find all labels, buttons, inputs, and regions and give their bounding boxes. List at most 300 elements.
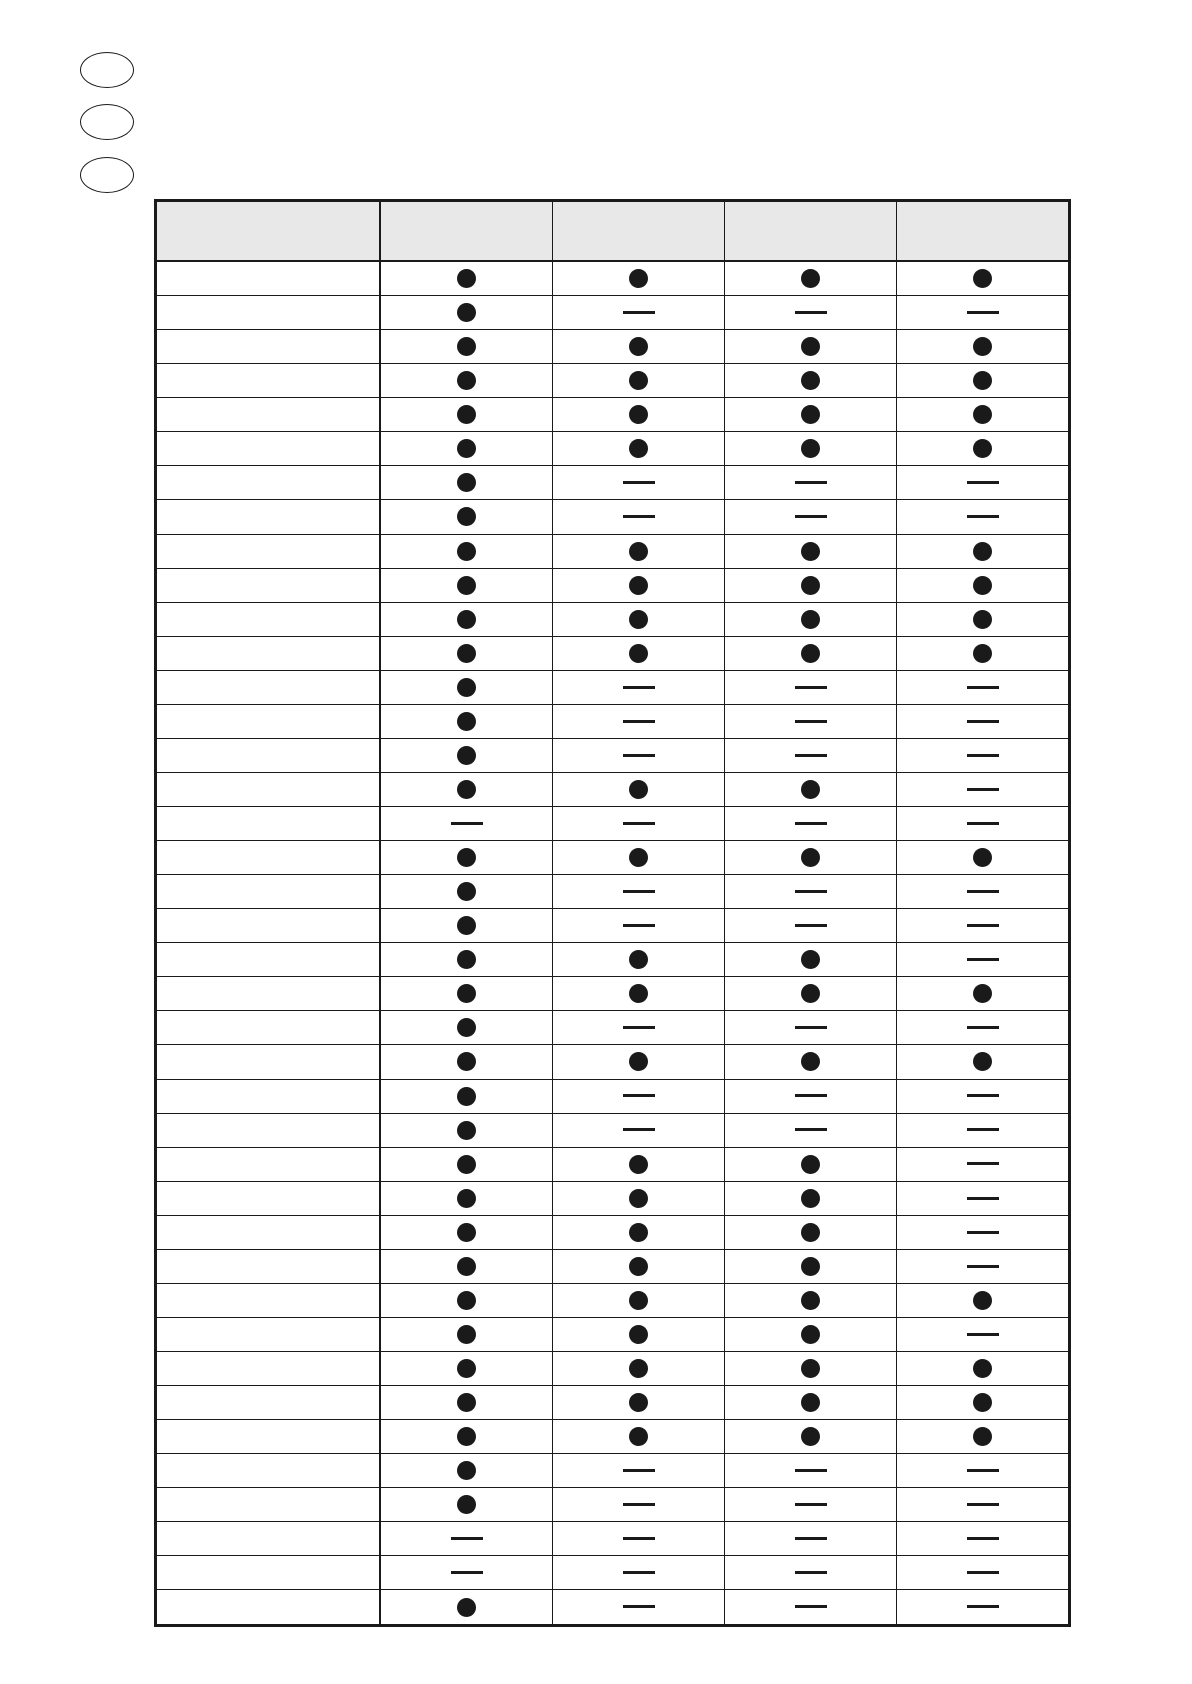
- table-cell: [380, 1317, 553, 1351]
- table-cell: [380, 1590, 553, 1626]
- table-cell: [380, 398, 553, 432]
- filled-dot-icon: [801, 1427, 820, 1446]
- dash-icon: [623, 1469, 655, 1472]
- table-cell: [725, 1420, 897, 1454]
- table-cell: [725, 875, 897, 909]
- table-cell: [553, 1556, 725, 1590]
- table-cell: [553, 602, 725, 636]
- table-cell: [380, 1556, 553, 1590]
- filled-dot-icon: [801, 405, 820, 424]
- dash-icon: [967, 686, 999, 689]
- filled-dot-icon: [457, 1189, 476, 1208]
- table-cell: [380, 772, 553, 806]
- table-cell: [553, 398, 725, 432]
- dash-icon: [795, 1469, 827, 1472]
- filled-dot-icon: [973, 542, 992, 561]
- table-cell: [725, 398, 897, 432]
- dash-icon: [623, 1605, 655, 1608]
- dash-icon: [623, 481, 655, 484]
- table-cell: [380, 738, 553, 772]
- table-cell: [380, 1488, 553, 1522]
- table-row: [156, 364, 1070, 398]
- filled-dot-icon: [629, 1257, 648, 1276]
- dash-icon: [623, 720, 655, 723]
- table-cell: [553, 1522, 725, 1556]
- filled-dot-icon: [629, 950, 648, 969]
- filled-dot-icon: [801, 576, 820, 595]
- dash-icon: [795, 924, 827, 927]
- filled-dot-icon: [973, 1052, 992, 1071]
- table-cell: [725, 1045, 897, 1079]
- filled-dot-icon: [801, 1223, 820, 1242]
- dash-icon: [967, 1605, 999, 1608]
- table-row: [156, 1454, 1070, 1488]
- dash-icon: [967, 1026, 999, 1029]
- filled-dot-icon: [457, 405, 476, 424]
- table-cell: [897, 1181, 1070, 1215]
- filled-dot-icon: [629, 984, 648, 1003]
- table-cell: [553, 875, 725, 909]
- table-row: [156, 1522, 1070, 1556]
- table-cell: [897, 841, 1070, 875]
- table-cell: [725, 261, 897, 296]
- table-cell: [553, 1045, 725, 1079]
- table-cell: [725, 909, 897, 943]
- table-cell: [380, 636, 553, 670]
- dash-icon: [795, 720, 827, 723]
- table-row: [156, 1283, 1070, 1317]
- dash-icon: [967, 1162, 999, 1165]
- filled-dot-icon: [457, 678, 476, 697]
- row-label-cell: [156, 1522, 381, 1556]
- filled-dot-icon: [801, 439, 820, 458]
- dash-icon: [623, 1094, 655, 1097]
- table-cell: [380, 500, 553, 534]
- filled-dot-icon: [629, 337, 648, 356]
- dash-icon: [623, 1026, 655, 1029]
- table-cell: [553, 568, 725, 602]
- dash-icon: [795, 1571, 827, 1574]
- table-row: [156, 602, 1070, 636]
- table-cell: [380, 1011, 553, 1045]
- table-row: [156, 296, 1070, 330]
- dash-icon: [795, 754, 827, 757]
- filled-dot-icon: [629, 1359, 648, 1378]
- filled-dot-icon: [973, 405, 992, 424]
- table-cell: [897, 1317, 1070, 1351]
- filled-dot-icon: [973, 610, 992, 629]
- table-cell: [725, 1181, 897, 1215]
- table-cell: [725, 466, 897, 500]
- filled-dot-icon: [801, 1052, 820, 1071]
- dash-icon: [623, 1571, 655, 1574]
- table-cell: [380, 1215, 553, 1249]
- filled-dot-icon: [629, 1325, 648, 1344]
- table-cell: [725, 1249, 897, 1283]
- row-label-cell: [156, 909, 381, 943]
- table-cell: [380, 875, 553, 909]
- table-cell: [553, 772, 725, 806]
- filled-dot-icon: [457, 848, 476, 867]
- filled-dot-icon: [629, 576, 648, 595]
- row-label-cell: [156, 1420, 381, 1454]
- dash-icon: [967, 1197, 999, 1200]
- filled-dot-icon: [973, 644, 992, 663]
- table-cell: [380, 670, 553, 704]
- table-cell: [897, 1386, 1070, 1420]
- table-cell: [553, 261, 725, 296]
- dash-icon: [623, 924, 655, 927]
- table-row: [156, 772, 1070, 806]
- table-cell: [897, 636, 1070, 670]
- table-cell: [380, 1045, 553, 1079]
- table-cell: [553, 1147, 725, 1181]
- table-body: [156, 261, 1070, 1626]
- row-label-cell: [156, 636, 381, 670]
- table-cell: [725, 1556, 897, 1590]
- table-cell: [725, 636, 897, 670]
- table-row: [156, 1113, 1070, 1147]
- table-cell: [553, 466, 725, 500]
- row-label-cell: [156, 1454, 381, 1488]
- table-cell: [897, 398, 1070, 432]
- table-cell: [897, 807, 1070, 841]
- row-label-cell: [156, 1488, 381, 1522]
- filled-dot-icon: [629, 610, 648, 629]
- table-cell: [553, 1249, 725, 1283]
- filled-dot-icon: [801, 1291, 820, 1310]
- table-row: [156, 704, 1070, 738]
- table-cell: [380, 1249, 553, 1283]
- table-cell: [380, 1079, 553, 1113]
- row-label-cell: [156, 841, 381, 875]
- table-cell: [380, 466, 553, 500]
- table-cell: [553, 1488, 725, 1522]
- row-label-cell: [156, 261, 381, 296]
- filled-dot-icon: [801, 1359, 820, 1378]
- dash-icon: [451, 1537, 483, 1540]
- table-cell: [725, 1011, 897, 1045]
- filled-dot-icon: [801, 371, 820, 390]
- table-cell: [553, 704, 725, 738]
- dash-icon: [967, 924, 999, 927]
- table-cell: [897, 977, 1070, 1011]
- dash-icon: [795, 822, 827, 825]
- table-cell: [725, 534, 897, 568]
- table-cell: [897, 1556, 1070, 1590]
- table-cell: [897, 1079, 1070, 1113]
- filled-dot-icon: [801, 848, 820, 867]
- row-label-cell: [156, 602, 381, 636]
- dash-icon: [967, 822, 999, 825]
- row-label-cell: [156, 1386, 381, 1420]
- row-label-cell: [156, 875, 381, 909]
- table-cell: [897, 1352, 1070, 1386]
- table-cell: [725, 1522, 897, 1556]
- table-row: [156, 500, 1070, 534]
- table-cell: [897, 364, 1070, 398]
- filled-dot-icon: [457, 542, 476, 561]
- table-cell: [380, 261, 553, 296]
- row-label-cell: [156, 1045, 381, 1079]
- row-label-cell: [156, 1215, 381, 1249]
- table-cell: [725, 772, 897, 806]
- filled-dot-icon: [973, 848, 992, 867]
- table-cell: [380, 1454, 553, 1488]
- table-cell: [553, 1590, 725, 1626]
- language-circle-1: [80, 52, 134, 88]
- filled-dot-icon: [457, 644, 476, 663]
- table-cell: [725, 670, 897, 704]
- table-cell: [553, 1181, 725, 1215]
- table-row: [156, 1317, 1070, 1351]
- table-cell: [380, 1113, 553, 1147]
- table-cell: [725, 364, 897, 398]
- row-label-cell: [156, 1249, 381, 1283]
- table-cell: [725, 1113, 897, 1147]
- filled-dot-icon: [457, 1018, 476, 1037]
- table-cell: [553, 534, 725, 568]
- filled-dot-icon: [801, 1155, 820, 1174]
- table-row: [156, 1147, 1070, 1181]
- table-row: [156, 1011, 1070, 1045]
- table-row: [156, 738, 1070, 772]
- table-cell: [725, 1215, 897, 1249]
- dash-icon: [967, 515, 999, 518]
- filled-dot-icon: [801, 950, 820, 969]
- table-cell: [897, 1590, 1070, 1626]
- table-cell: [725, 432, 897, 466]
- table-cell: [897, 1420, 1070, 1454]
- table-cell: [380, 432, 553, 466]
- table-cell: [725, 1454, 897, 1488]
- table-cell: [897, 738, 1070, 772]
- table-row: [156, 261, 1070, 296]
- filled-dot-icon: [457, 1052, 476, 1071]
- table-cell: [725, 1079, 897, 1113]
- dash-icon: [967, 958, 999, 961]
- table-cell: [897, 875, 1070, 909]
- table-cell: [897, 432, 1070, 466]
- table-row: [156, 568, 1070, 602]
- row-label-cell: [156, 1079, 381, 1113]
- table-cell: [897, 534, 1070, 568]
- dash-icon: [795, 1537, 827, 1540]
- filled-dot-icon: [801, 1257, 820, 1276]
- table-cell: [897, 909, 1070, 943]
- dash-icon: [623, 311, 655, 314]
- table-cell: [380, 534, 553, 568]
- table-cell: [380, 704, 553, 738]
- table-cell: [553, 1011, 725, 1045]
- table-cell: [553, 1386, 725, 1420]
- filled-dot-icon: [629, 780, 648, 799]
- table-cell: [380, 1283, 553, 1317]
- filled-dot-icon: [457, 1257, 476, 1276]
- dash-icon: [967, 788, 999, 791]
- filled-dot-icon: [457, 882, 476, 901]
- filled-dot-icon: [973, 1359, 992, 1378]
- table-row: [156, 807, 1070, 841]
- table-cell: [897, 330, 1070, 364]
- table-row: [156, 466, 1070, 500]
- filled-dot-icon: [457, 337, 476, 356]
- table-row: [156, 1181, 1070, 1215]
- table-cell: [553, 738, 725, 772]
- table-row: [156, 432, 1070, 466]
- table-row: [156, 534, 1070, 568]
- row-label-cell: [156, 432, 381, 466]
- filled-dot-icon: [457, 439, 476, 458]
- table-cell: [725, 841, 897, 875]
- row-label-cell: [156, 1113, 381, 1147]
- filled-dot-icon: [629, 371, 648, 390]
- filled-dot-icon: [629, 1393, 648, 1412]
- table-cell: [897, 466, 1070, 500]
- filled-dot-icon: [629, 269, 648, 288]
- row-label-cell: [156, 330, 381, 364]
- filled-dot-icon: [801, 542, 820, 561]
- table-row: [156, 1249, 1070, 1283]
- row-label-cell: [156, 943, 381, 977]
- row-label-cell: [156, 568, 381, 602]
- dash-icon: [967, 890, 999, 893]
- row-label-cell: [156, 738, 381, 772]
- table-cell: [725, 1317, 897, 1351]
- filled-dot-icon: [457, 371, 476, 390]
- table-cell: [380, 296, 553, 330]
- table-cell: [725, 807, 897, 841]
- filled-dot-icon: [457, 269, 476, 288]
- dash-icon: [967, 481, 999, 484]
- table-cell: [380, 1181, 553, 1215]
- table-cell: [380, 909, 553, 943]
- table-row: [156, 1488, 1070, 1522]
- filled-dot-icon: [973, 439, 992, 458]
- table-cell: [380, 977, 553, 1011]
- filled-dot-icon: [457, 1598, 476, 1617]
- table-cell: [725, 977, 897, 1011]
- filled-dot-icon: [801, 337, 820, 356]
- table-cell: [380, 1386, 553, 1420]
- dash-icon: [623, 890, 655, 893]
- dash-icon: [795, 1128, 827, 1131]
- row-label-cell: [156, 1590, 381, 1626]
- table-cell: [553, 1454, 725, 1488]
- table-cell: [553, 977, 725, 1011]
- dash-icon: [967, 1469, 999, 1472]
- table-cell: [553, 1079, 725, 1113]
- row-label-cell: [156, 807, 381, 841]
- filled-dot-icon: [973, 1427, 992, 1446]
- filled-dot-icon: [457, 1359, 476, 1378]
- filled-dot-icon: [629, 542, 648, 561]
- table-cell: [725, 1352, 897, 1386]
- filled-dot-icon: [457, 576, 476, 595]
- filled-dot-icon: [801, 984, 820, 1003]
- dash-icon: [967, 1128, 999, 1131]
- row-label-cell: [156, 1011, 381, 1045]
- filled-dot-icon: [973, 1291, 992, 1310]
- row-label-cell: [156, 398, 381, 432]
- filled-dot-icon: [457, 712, 476, 731]
- filled-dot-icon: [801, 1393, 820, 1412]
- table-cell: [553, 943, 725, 977]
- header-column-4: [897, 201, 1070, 262]
- table-cell: [725, 704, 897, 738]
- table-cell: [897, 1454, 1070, 1488]
- filled-dot-icon: [801, 269, 820, 288]
- row-label-cell: [156, 1556, 381, 1590]
- table-row: [156, 636, 1070, 670]
- dash-icon: [967, 1265, 999, 1268]
- table-cell: [725, 1488, 897, 1522]
- table-cell: [897, 1215, 1070, 1249]
- table-row: [156, 1556, 1070, 1590]
- dash-icon: [967, 1571, 999, 1574]
- filled-dot-icon: [801, 1189, 820, 1208]
- table-cell: [553, 636, 725, 670]
- table-cell: [553, 1352, 725, 1386]
- filled-dot-icon: [457, 1427, 476, 1446]
- table-cell: [380, 807, 553, 841]
- table-cell: [725, 568, 897, 602]
- filled-dot-icon: [973, 984, 992, 1003]
- dash-icon: [795, 311, 827, 314]
- filled-dot-icon: [457, 1121, 476, 1140]
- filled-dot-icon: [457, 1155, 476, 1174]
- table-cell: [897, 1522, 1070, 1556]
- dash-icon: [967, 1333, 999, 1336]
- table-cell: [897, 568, 1070, 602]
- table-row: [156, 943, 1070, 977]
- table-cell: [725, 943, 897, 977]
- table-cell: [553, 909, 725, 943]
- filled-dot-icon: [973, 576, 992, 595]
- table-row: [156, 977, 1070, 1011]
- feature-comparison-table: [154, 199, 1060, 1627]
- filled-dot-icon: [801, 780, 820, 799]
- dash-icon: [623, 1503, 655, 1506]
- row-label-cell: [156, 772, 381, 806]
- table-cell: [897, 1045, 1070, 1079]
- dash-icon: [623, 686, 655, 689]
- table-cell: [553, 1113, 725, 1147]
- table-cell: [725, 296, 897, 330]
- table-cell: [725, 1386, 897, 1420]
- table-cell: [380, 841, 553, 875]
- table-cell: [553, 841, 725, 875]
- filled-dot-icon: [457, 507, 476, 526]
- dash-icon: [451, 1571, 483, 1574]
- table-row: [156, 330, 1070, 364]
- table-cell: [553, 807, 725, 841]
- comparison-table: [154, 199, 1071, 1627]
- filled-dot-icon: [457, 1087, 476, 1106]
- filled-dot-icon: [457, 1325, 476, 1344]
- dash-icon: [967, 1537, 999, 1540]
- dash-icon: [795, 515, 827, 518]
- table-cell: [380, 943, 553, 977]
- row-label-cell: [156, 466, 381, 500]
- table-cell: [897, 261, 1070, 296]
- filled-dot-icon: [457, 1223, 476, 1242]
- table-row: [156, 909, 1070, 943]
- table-cell: [897, 1147, 1070, 1181]
- filled-dot-icon: [973, 269, 992, 288]
- table-cell: [380, 568, 553, 602]
- filled-dot-icon: [801, 1325, 820, 1344]
